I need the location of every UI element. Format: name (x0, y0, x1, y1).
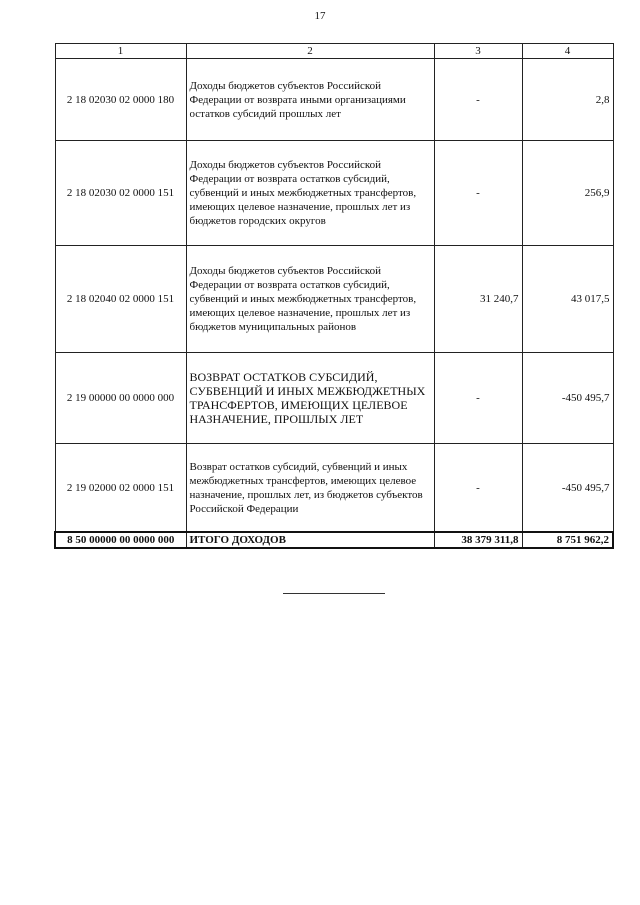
total-code: 8 50 00000 00 0000 000 (55, 532, 186, 548)
row-value-col4: 2,8 (522, 59, 613, 141)
total-label: ИТОГО ДОХОДОВ (186, 532, 434, 548)
row-description: Доходы бюджетов субъектов Российской Федерации от возврата остатков субсидий, субвенций и иных межбюджетных трансфертов, имеющих целевое назначение, прошлых лет из бюджетов городских округов (186, 141, 434, 246)
total-value-col3: 38 379 311,8 (434, 532, 522, 548)
table-header-row (55, 44, 613, 59)
row-value-col3: - (434, 141, 522, 246)
table-row (55, 444, 613, 533)
table-row (55, 141, 613, 246)
row-description: Возврат остатков субсидий, субвенций и иных межбюджетных трансфертов, имеющих целевое назначение, прошлых лет, из бюджетов субъектов Российской Федерации (186, 444, 434, 533)
row-value-col4: -450 495,7 (522, 444, 613, 533)
row-value-col3: - (434, 59, 522, 141)
total-value-col4: 8 751 962,2 (522, 532, 613, 548)
row-value-col4: 43 017,5 (522, 246, 613, 353)
row-code: 2 19 02000 02 0000 151 (55, 444, 186, 533)
row-code: 2 18 02030 02 0000 151 (55, 141, 186, 246)
row-description: Доходы бюджетов субъектов Российской Федерации от возврата иными организациями остатков субсидий прошлых лет (186, 59, 434, 141)
column-header-1: 1 (55, 44, 186, 59)
column-header-2: 2 (186, 44, 434, 59)
column-header-3: 3 (434, 44, 522, 59)
column-header-4: 4 (522, 44, 613, 59)
row-value-col3: - (434, 353, 522, 444)
total-row (55, 532, 613, 548)
row-value-col4: -450 495,7 (522, 353, 613, 444)
row-code: 2 18 02040 02 0000 151 (55, 246, 186, 353)
row-value-col3: 31 240,7 (434, 246, 522, 353)
row-code: 2 19 00000 00 0000 000 (55, 353, 186, 444)
row-description: ВОЗВРАТ ОСТАТКОВ СУБСИДИЙ, СУБВЕНЦИЙ И ИНЫХ МЕЖБЮДЖЕТНЫХ ТРАНСФЕРТОВ, ИМЕЮЩИХ ЦЕЛЕВОЕ НАЗНАЧЕНИЕ, ПРОШЛЫХ ЛЕТ (186, 353, 434, 444)
page-number: 17 (314, 10, 326, 22)
row-description: Доходы бюджетов субъектов Российской Федерации от возврата остатков субсидий, субвенций и иных межбюджетных трансфертов, имеющих целевое назначение, прошлых лет из бюджетов муниципальных районов (186, 246, 434, 353)
revenue-table (54, 43, 614, 549)
end-separator-line (283, 593, 385, 594)
table-row (55, 353, 613, 444)
row-value-col4: 256,9 (522, 141, 613, 246)
table-row (55, 246, 613, 353)
row-code: 2 18 02030 02 0000 180 (55, 59, 186, 141)
row-value-col3: - (434, 444, 522, 533)
table-row (55, 59, 613, 141)
